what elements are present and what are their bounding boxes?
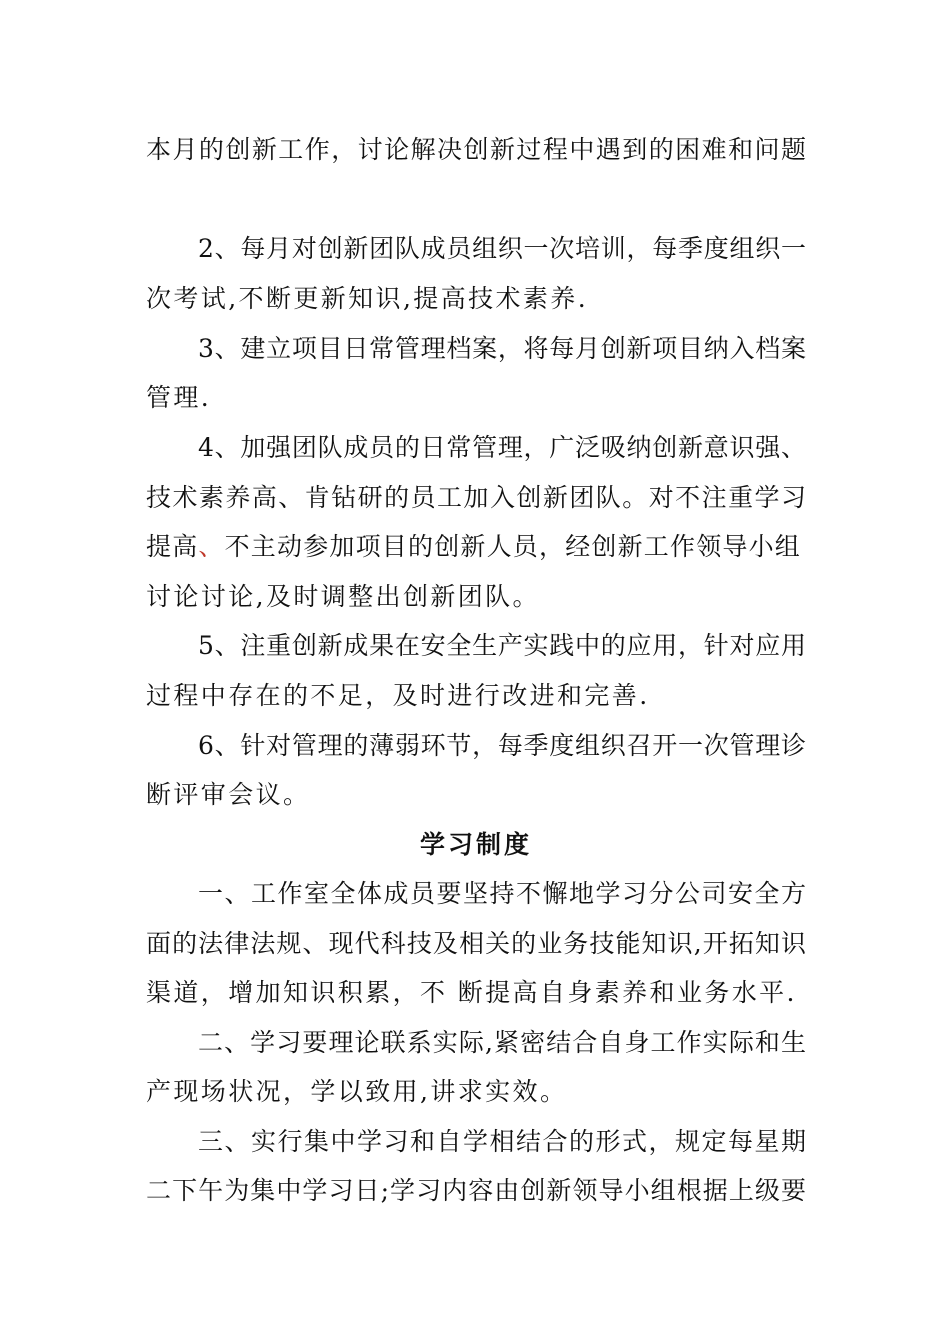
paragraph-line: 本月的创新工作，讨论解决创新过程中遇到的困难和问题 bbox=[146, 135, 806, 164]
paragraph-line: 6、针对管理的薄弱环节，每季度组织召开一次管理诊 bbox=[198, 731, 806, 760]
paragraph-line: 技术素养高、肯钻研的员工加入创新团队。对不注重学习 bbox=[146, 483, 806, 512]
line-segment: 提高 bbox=[146, 532, 199, 561]
paragraph-line: 5、注重创新成果在安全生产实践中的应用，针对应用 bbox=[198, 631, 806, 660]
paragraph-line: 产现场状况，学以致用,讲求实效。 bbox=[146, 1077, 568, 1106]
paragraph-line bbox=[146, 530, 806, 564]
paragraph-line: 二、学习要理论联系实际,紧密结合自身工作实际和生 bbox=[198, 1028, 806, 1057]
paragraph-line: 2、每月对创新团队成员组织一次培训，每季度组织一 bbox=[198, 234, 806, 263]
section-heading: 学习制度 bbox=[419, 830, 532, 859]
paragraph-line: 管理. bbox=[146, 383, 212, 412]
paragraph-line: 一、工作室全体成员要坚持不懈地学习分公司安全方 bbox=[198, 879, 806, 908]
paragraph-line: 面的法律法规、现代科技及相关的业务技能知识,开拓知识 bbox=[146, 929, 806, 958]
paragraph-line: 4、加强团队成员的日常管理，广泛吸纳创新意识强、 bbox=[198, 433, 806, 462]
red-punctuation-mark: 、 bbox=[198, 532, 225, 561]
paragraph-line: 渠道，增加知识积累，不 断提高自身素养和业务水平. bbox=[146, 978, 797, 1007]
document-page bbox=[146, 0, 806, 1344]
line-segment: 不主动参加项目的创新人员，经创新工作领导小组 bbox=[224, 532, 802, 561]
paragraph-line: 次考试,不断更新知识,提高技术素养. bbox=[146, 284, 589, 313]
paragraph-line: 讨论讨论,及时调整出创新团队。 bbox=[146, 582, 540, 611]
paragraph-line: 二下午为集中学习日;学习内容由创新领导小组根据上级要 bbox=[146, 1176, 806, 1205]
paragraph-line: 三、实行集中学习和自学相结合的形式，规定每星期 bbox=[198, 1127, 806, 1156]
paragraph-line: 3、建立项目日常管理档案，将每月创新项目纳入档案 bbox=[198, 334, 806, 363]
paragraph-line: 断评审会议。 bbox=[146, 780, 311, 809]
paragraph-line: 过程中存在的不足，及时进行改进和完善. bbox=[146, 681, 650, 710]
